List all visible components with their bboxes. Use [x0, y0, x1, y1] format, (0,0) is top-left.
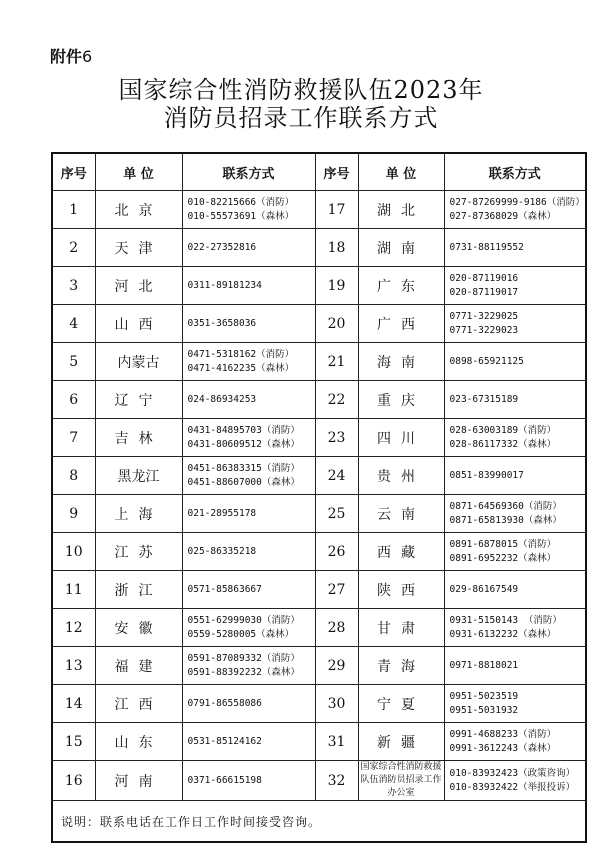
- contact-phone: 028-86117332（森林）: [449, 438, 557, 450]
- row-contact-left: [182, 723, 315, 761]
- contact-phone: 0531-85124162: [187, 735, 262, 747]
- contact-phone: 010-83932423（政策咨询）: [449, 767, 576, 779]
- contact-phone: 029-86167549: [449, 583, 519, 595]
- row-seq-left: 15: [52, 723, 95, 761]
- row-contact-left: [182, 495, 315, 533]
- contact-phone: 0431-80609512（森林）: [187, 438, 300, 450]
- header-unit-left: 单 位: [95, 153, 182, 191]
- row-unit-right: 广西: [358, 305, 444, 343]
- table-row: [52, 305, 586, 343]
- contact-phone: 0991-4688233（消防）: [449, 728, 557, 740]
- row-contact-right: [444, 609, 586, 647]
- row-unit-right: 云南: [358, 495, 444, 533]
- table-row: [52, 495, 586, 533]
- contact-phone: 0591-88392232（森林）: [187, 666, 300, 678]
- row-contact-right: [444, 723, 586, 761]
- row-unit-left: 浙江: [95, 571, 182, 609]
- table-row: [52, 191, 586, 229]
- contact-phone: 0591-87089332（消防）: [187, 652, 300, 664]
- row-seq-left: 5: [52, 343, 95, 381]
- contact-phone: 0771-3229023: [449, 324, 519, 336]
- table-row: [52, 533, 586, 571]
- contact-phone: 020-87119017: [449, 286, 519, 298]
- row-unit-left: 山东: [95, 723, 182, 761]
- row-unit-left: 吉林: [95, 419, 182, 457]
- row-seq-right: 25: [315, 495, 358, 533]
- row-seq-right: 18: [315, 229, 358, 267]
- row-contact-left: [182, 305, 315, 343]
- contact-phone: 010-55573691（森林）: [187, 210, 295, 222]
- row-unit-right: 湖北: [358, 191, 444, 229]
- row-seq-right: 22: [315, 381, 358, 419]
- row-unit-left: 江西: [95, 685, 182, 723]
- row-contact-right: [444, 571, 586, 609]
- contact-phone: 027-87368029（森林）: [449, 210, 557, 222]
- contact-phone: 0371-66615198: [187, 774, 262, 786]
- table-row: [52, 419, 586, 457]
- row-unit-left: 辽宁: [95, 381, 182, 419]
- row-unit-right: 青海: [358, 647, 444, 685]
- row-contact-right: [444, 305, 586, 343]
- contact-phone: 0951-5031932: [449, 704, 519, 716]
- row-unit-right: 西藏: [358, 533, 444, 571]
- header-seq-right: 序号: [315, 153, 358, 191]
- row-unit-right: 海南: [358, 343, 444, 381]
- table-note-row: [52, 801, 586, 843]
- contact-phone: 010-83932422（举报投诉）: [449, 781, 576, 793]
- row-contact-right: [444, 761, 586, 801]
- row-contact-right: [444, 381, 586, 419]
- contact-table: [51, 152, 587, 843]
- row-seq-right: 31: [315, 723, 358, 761]
- row-unit-right: 新疆: [358, 723, 444, 761]
- table-row: [52, 267, 586, 305]
- row-unit-left: 福建: [95, 647, 182, 685]
- table-row: [52, 647, 586, 685]
- row-seq-right: 29: [315, 647, 358, 685]
- row-seq-right: 24: [315, 457, 358, 495]
- row-contact-left: [182, 267, 315, 305]
- table-header-row: [52, 153, 586, 191]
- contact-phone: 022-27352816: [187, 241, 257, 253]
- row-unit-right: 湖南: [358, 229, 444, 267]
- table-row: [52, 723, 586, 761]
- contact-phone: 0931-5150143 （消防）: [449, 614, 562, 626]
- row-contact-left: [182, 457, 315, 495]
- row-contact-right: [444, 229, 586, 267]
- table-row: [52, 571, 586, 609]
- row-contact-left: [182, 419, 315, 457]
- row-unit-left: 天津: [95, 229, 182, 267]
- row-seq-left: 13: [52, 647, 95, 685]
- row-unit-left: 安徽: [95, 609, 182, 647]
- row-seq-right: 30: [315, 685, 358, 723]
- table-row: [52, 609, 586, 647]
- row-unit-left: 河南: [95, 761, 182, 801]
- row-seq-left: 12: [52, 609, 95, 647]
- row-contact-right: [444, 457, 586, 495]
- row-contact-left: [182, 191, 315, 229]
- header-contact-right: 联系方式: [444, 153, 586, 191]
- row-contact-left: [182, 647, 315, 685]
- table-row: [52, 229, 586, 267]
- row-seq-left: 11: [52, 571, 95, 609]
- header-seq-left: 序号: [52, 153, 95, 191]
- row-seq-left: 1: [52, 191, 95, 229]
- contact-phone: 020-87119016: [449, 272, 519, 284]
- contact-phone: 0351-3658036: [187, 317, 257, 329]
- row-contact-right: [444, 419, 586, 457]
- contact-phone: 0311-89181234: [187, 279, 262, 291]
- row-seq-left: 14: [52, 685, 95, 723]
- row-seq-right: 28: [315, 609, 358, 647]
- row-seq-left: 7: [52, 419, 95, 457]
- row-seq-left: 3: [52, 267, 95, 305]
- row-unit-right: 重庆: [358, 381, 444, 419]
- contact-phone: 024-86934253: [187, 393, 257, 405]
- row-unit-right: 宁夏: [358, 685, 444, 723]
- row-seq-right: 19: [315, 267, 358, 305]
- row-contact-left: [182, 381, 315, 419]
- row-contact-left: [182, 609, 315, 647]
- table-row: [52, 685, 586, 723]
- row-contact-right: [444, 685, 586, 723]
- header-unit-right: 单 位: [358, 153, 444, 191]
- row-seq-left: 9: [52, 495, 95, 533]
- row-seq-right: 26: [315, 533, 358, 571]
- row-seq-right: 23: [315, 419, 358, 457]
- contact-phone: 0951-5023519: [449, 690, 519, 702]
- row-contact-left: [182, 229, 315, 267]
- row-unit-right: 甘肃: [358, 609, 444, 647]
- row-contact-left: [182, 685, 315, 723]
- row-contact-right: [444, 191, 586, 229]
- contact-phone: 025-86335218: [187, 545, 257, 557]
- contact-phone: 0771-3229025: [449, 310, 519, 322]
- row-seq-right: 21: [315, 343, 358, 381]
- contact-phone: 0931-6132232（森林）: [449, 628, 557, 640]
- row-seq-right: 20: [315, 305, 358, 343]
- contact-phone: 0571-85863667: [187, 583, 262, 595]
- row-contact-left: [182, 343, 315, 381]
- contact-phone: 0731-88119552: [449, 241, 524, 253]
- row-unit-left: 山西: [95, 305, 182, 343]
- row-unit-right: 陕西: [358, 571, 444, 609]
- table-row: [52, 761, 586, 801]
- row-unit-left: 内蒙古: [95, 343, 182, 381]
- contact-phone: 0559-5280005（森林）: [187, 628, 295, 640]
- contact-phone: 0871-65813930（森林）: [449, 514, 562, 526]
- row-unit-left: 北京: [95, 191, 182, 229]
- row-unit-right: 广东: [358, 267, 444, 305]
- row-seq-left: 2: [52, 229, 95, 267]
- row-unit-left: 河北: [95, 267, 182, 305]
- table-row: [52, 457, 586, 495]
- contact-phone: 0891-6878015（消防）: [449, 538, 557, 550]
- row-contact-right: [444, 495, 586, 533]
- row-unit-left: 黑龙江: [95, 457, 182, 495]
- contact-phone: 0991-3612243（森林）: [449, 742, 557, 754]
- row-seq-left: 6: [52, 381, 95, 419]
- row-contact-left: [182, 571, 315, 609]
- contact-phone: 021-28955178: [187, 507, 257, 519]
- header-contact-left: 联系方式: [182, 153, 315, 191]
- row-unit-right: 四川: [358, 419, 444, 457]
- contact-phone: 0551-62999030（消防）: [187, 614, 300, 626]
- table-row: [52, 381, 586, 419]
- contact-phone: 0791-86558086: [187, 697, 262, 709]
- row-contact-left: [182, 761, 315, 801]
- row-seq-left: 16: [52, 761, 95, 801]
- row-seq-left: 4: [52, 305, 95, 343]
- row-seq-right: 27: [315, 571, 358, 609]
- row-unit-left: 上海: [95, 495, 182, 533]
- contact-phone: 0451-86383315（消防）: [187, 462, 300, 474]
- contact-phone: 0898-65921125: [449, 355, 524, 367]
- attachment-text: 附件: [50, 47, 83, 66]
- contact-phone: 0431-84895703（消防）: [187, 424, 300, 436]
- contact-phone: 0471-4162235（森林）: [187, 362, 295, 374]
- row-contact-right: [444, 343, 586, 381]
- contact-phone: 0451-88607000（森林）: [187, 476, 300, 488]
- contact-phone: 0851-83990017: [449, 469, 524, 481]
- contact-phone: 027-87269999-9186（消防）: [449, 196, 585, 208]
- row-seq-right: 32: [315, 761, 358, 801]
- table-note: 说明：联系电话在工作日工作时间接受咨询。: [52, 801, 586, 843]
- contact-phone: 0891-6952232（森林）: [449, 552, 557, 564]
- row-contact-right: [444, 267, 586, 305]
- page-title-line1: 国家综合性消防救援队伍2023年: [118, 76, 484, 104]
- row-contact-right: [444, 533, 586, 571]
- page-title-line2: 消防员招录工作联系方式: [163, 104, 439, 132]
- row-seq-right: 17: [315, 191, 358, 229]
- row-seq-left: 8: [52, 457, 95, 495]
- row-unit-left: 江苏: [95, 533, 182, 571]
- contact-phone: 023-67315189: [449, 393, 519, 405]
- row-unit-right: 国家综合性消防救援队伍消防员招录工作办公室: [358, 761, 444, 801]
- contact-phone: 028-63003189（消防）: [449, 424, 557, 436]
- row-unit-right: 贵州: [358, 457, 444, 495]
- contact-phone: 0871-64569360（消防）: [449, 500, 562, 512]
- contact-phone: 0471-5318162（消防）: [187, 348, 295, 360]
- attachment-label: [50, 44, 92, 67]
- row-contact-right: [444, 647, 586, 685]
- row-contact-left: [182, 533, 315, 571]
- row-seq-left: 10: [52, 533, 95, 571]
- table-row: [52, 343, 586, 381]
- attachment-number: 6: [82, 47, 93, 66]
- contact-phone: 010-82215666（消防）: [187, 196, 295, 208]
- contact-phone: 0971-8818021: [449, 659, 519, 671]
